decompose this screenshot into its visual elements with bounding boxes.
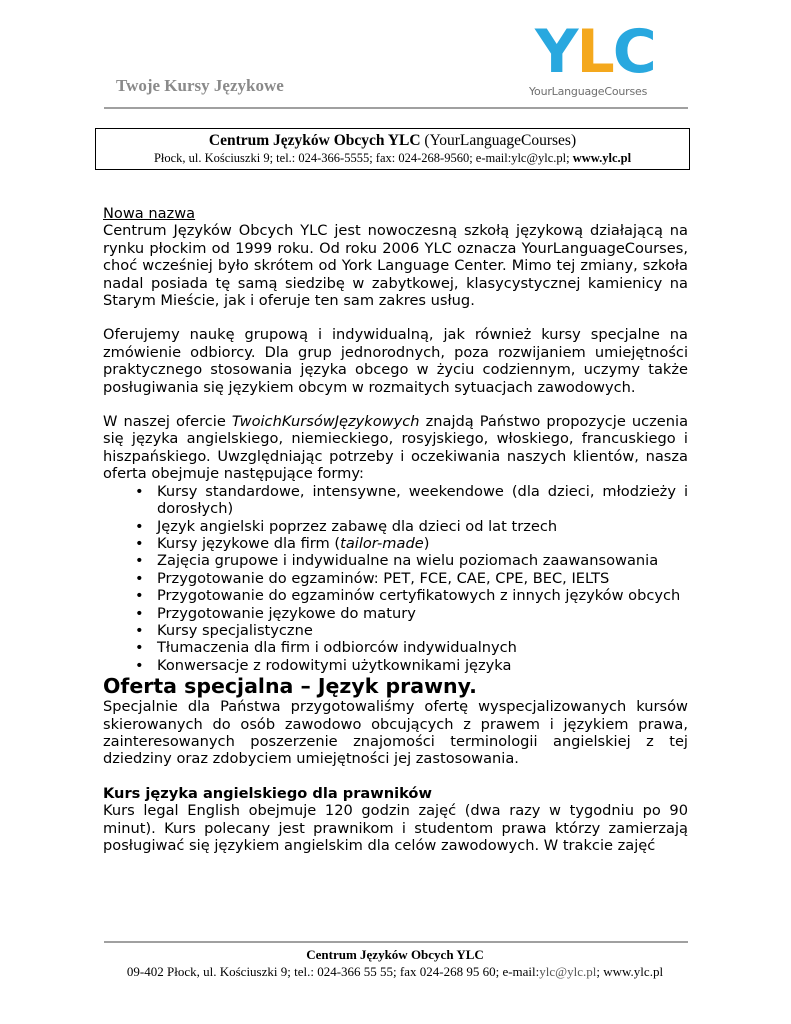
document-body — [103, 205, 688, 854]
footer-email[interactable]: ylc@ylc.pl — [539, 964, 597, 979]
section-heading-new-name: Nowa nazwa — [103, 205, 196, 222]
website-link[interactable]: www.ylc.pl — [572, 151, 632, 165]
header-title: Twoje Kursy Językowe — [116, 76, 284, 95]
list-item: • Kursy specjalistyczne — [135, 621, 313, 639]
footer-contact: 09-402 Płock, ul. Kościuszki 9; tel.: 024-366 55 55; fax 024-268 95 60; e-mail:ylc@ylc.pl; www.ylc.pl — [126, 964, 664, 979]
footer-divider — [104, 941, 688, 943]
list-item: • Konwersacje z rodowitymi użytkownikami języka — [135, 656, 512, 674]
contact-details: Płock, ul. Kościuszki 9; tel.: 024-366-5555; fax: 024-268-9560; e-mail:ylc@ylc.pl; — [153, 151, 570, 165]
list-item: • Przygotowanie do egzaminów certyfikatowych z innych języków obcych — [135, 587, 681, 605]
contact-info-box — [95, 128, 690, 170]
school-name-line — [96, 132, 689, 150]
school-name-suffix: (YourLanguageCourses) — [424, 132, 577, 149]
course-heading: Kurs języka angielskiego dla prawników — [103, 784, 432, 802]
logo-letters: YLC — [535, 17, 655, 87]
paragraph-special-offer: Specjalnie dla Państwa przygotowaliśmy ofertę wyspecjalizowanych kursów skierowanych do osób zawodowo obcujących z prawem i językiem prawa, zainteresowanych poszerzenie znajomości terminologii angielskiej z tej dziedziny oraz zdobyciem umiejętności jej zastosowania. — [103, 698, 688, 768]
list-item: • Język angielski poprzez zabawę dla dzieci od lat trzech — [135, 517, 558, 535]
contact-line — [96, 151, 689, 166]
ylc-logo — [527, 17, 672, 102]
paragraph-course: Kurs legal English obejmuje 120 godzin zajęć (dwa razy w tygodniu po 90 minut). Kurs polecany jest prawnikom i studentom prawa którzy zamierzają posługiwać się językiem angielskim dla celów zawodowych. W trakcie zajęć — [103, 802, 688, 854]
paragraph-offer-intro: Oferujemy naukę grupową i indywidualną, jak również kursy specjalne na zmówienie odbiorcy. Dla grup jednorodnych, poza rozwijaniem umiejętności praktycznego stosowania języka obcego w życiu codziennym, uczymy także posługiwania się językiem obcym w rozmaitych sytuacjach zawodowych. — [103, 326, 688, 396]
list-item: • Kursy standardowe, intensywne, weekendowe (dla dzieci, młodzieży i dorosłych) — [135, 482, 688, 518]
footer — [95, 946, 695, 980]
footer-school-name: Centrum Języków Obcych YLC — [306, 947, 484, 962]
offers-list — [103, 483, 688, 674]
special-offer-heading: Oferta specjalna – Język prawny. — [103, 674, 477, 699]
paragraph-languages: W naszej ofercie TwoichKursówJęzykowych znajdą Państwo propozycje uczenia się języka angielskiego, niemieckiego, rosyjskiego, włoskiego, francuskiego i hiszpańskiego. Uwzględniając potrzeby i oczekiwania naszych klientów, nasza oferta obejmuje następujące formy: — [103, 413, 689, 483]
paragraph-new-name: Centrum Języków Obcych YLC jest nowoczesną szkołą językową działającą na rynku płockim od 1999 roku. Od roku 2006 YLC oznacza YourLanguageCourses, choć wcześniej było skrótem od York Language Center. Mimo tej zmiany, szkoła nadal posiada tę samą siedzibę w zabytkowej, klasycystycznej kamienicy na Starym Mieście, jak i oferuje ten sam zakres usług. — [103, 222, 688, 310]
school-name: Centrum Języków Obcych YLC — [208, 132, 421, 149]
header-divider — [104, 107, 688, 109]
footer-website[interactable]: ; www.ylc.pl — [596, 964, 664, 979]
list-item: • Zajęcia grupowe i indywidualne na wielu poziomach zaawansowania — [135, 552, 659, 570]
logo-tagline: YourLanguageCourses — [529, 85, 648, 98]
list-item: • Tłumaczenia dla firm i odbiorców indywidualnych — [135, 639, 517, 657]
list-item: • Kursy językowe dla firm (tailor-made) — [135, 534, 430, 552]
list-item: • Przygotowanie językowe do matury — [135, 604, 416, 622]
list-item: • Przygotowanie do egzaminów: PET, FCE, CAE, CPE, BEC, IELTS — [135, 569, 610, 587]
brand-italic: TwoichKursówJęzykowych — [231, 413, 420, 431]
